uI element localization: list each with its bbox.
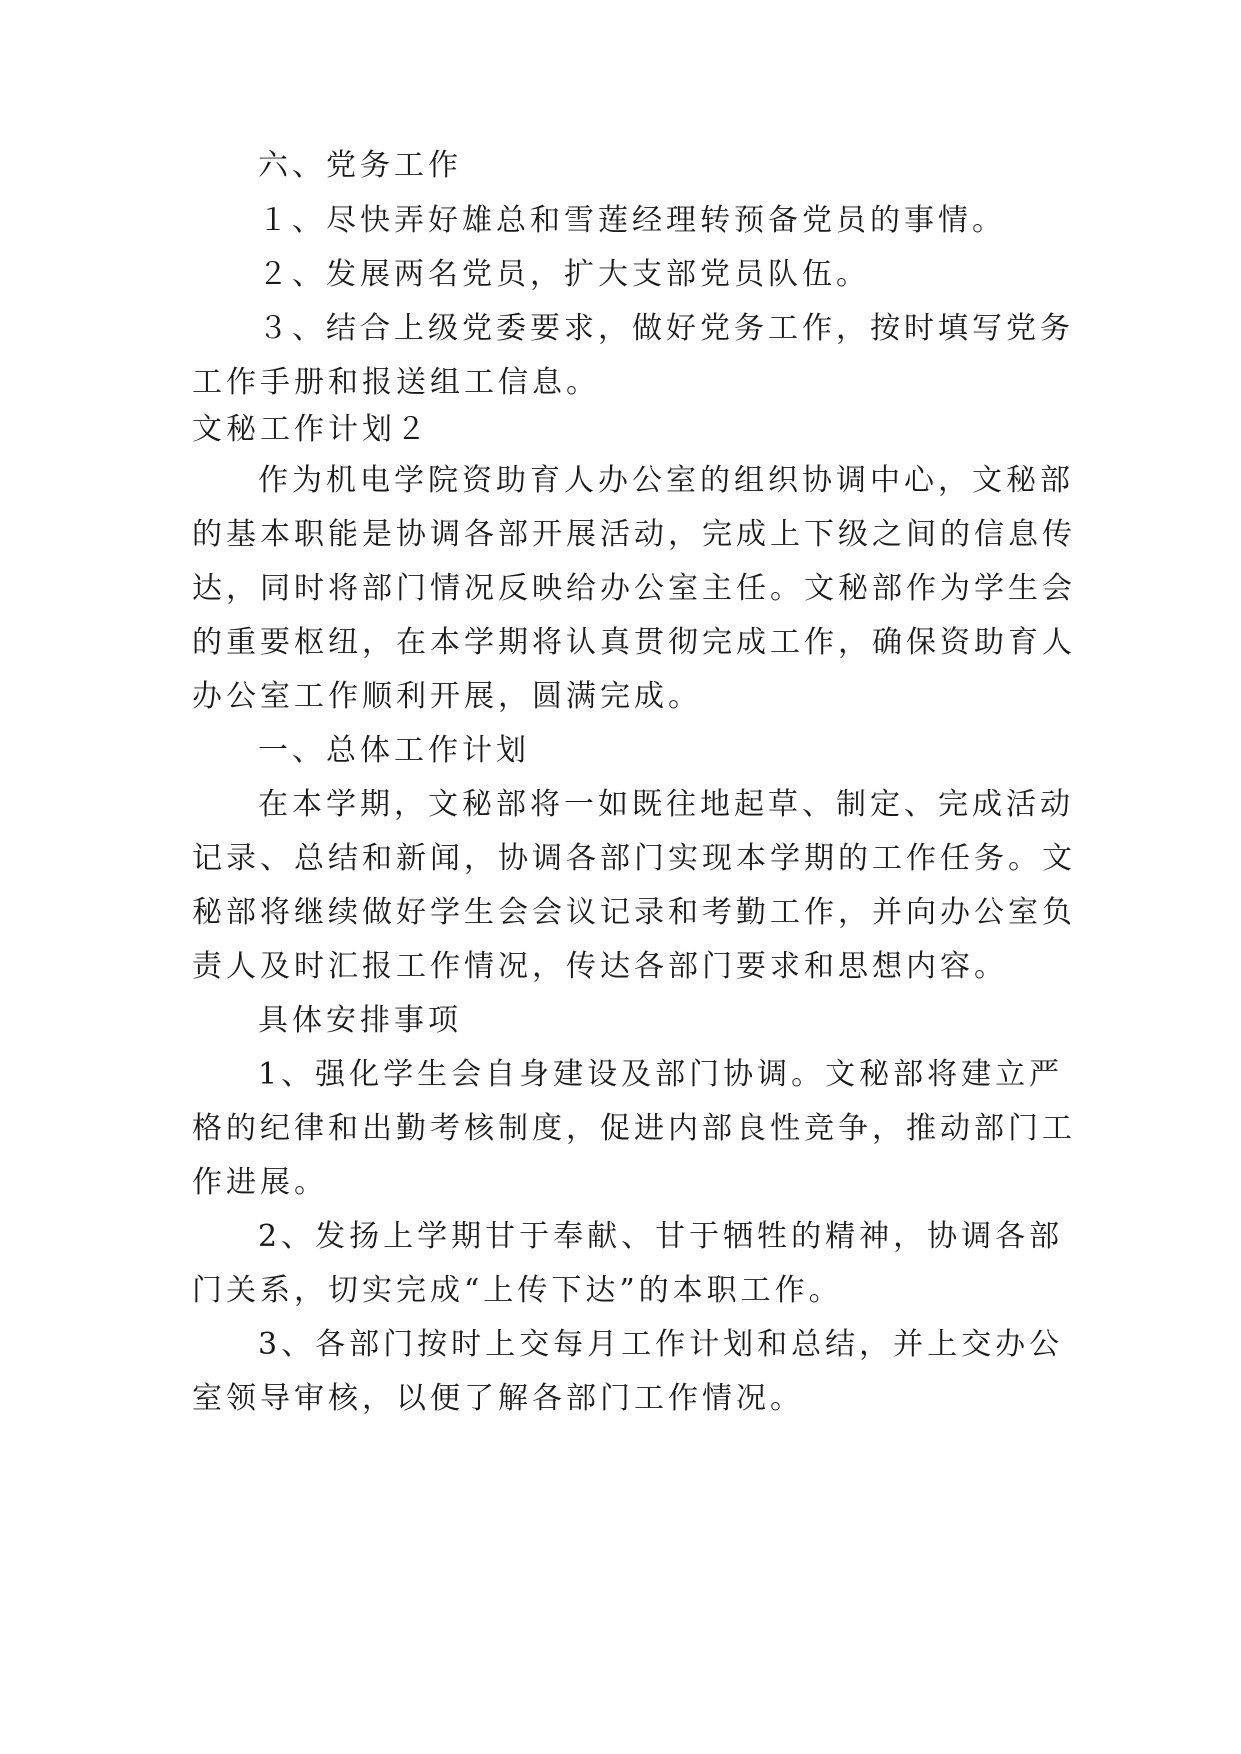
paragraph-line: 办公室工作顺利开展，圆满完成。 bbox=[192, 679, 702, 714]
document-title: 文秘工作计划２ bbox=[192, 412, 430, 447]
paragraph-line: 工作手册和报送组工信息。 bbox=[192, 365, 600, 400]
paragraph-line: １、尽快弄好雄总和雪莲经理转预备党员的事情。 bbox=[258, 203, 1006, 238]
paragraph-line: ３、结合上级党委要求，做好党务工作，按时填写党务 bbox=[258, 311, 1074, 346]
paragraph-line: 1、强化学生会自身建设及部门协调。文秘部将建立严 bbox=[258, 1057, 1064, 1092]
section-heading-arrangements: 具体安排事项 bbox=[258, 1003, 462, 1038]
paragraph-line: 秘部将继续做好学生会会议记录和考勤工作，并向办公室负 bbox=[192, 895, 1076, 930]
paragraph-line: 的重要枢纽，在本学期将认真贯彻完成工作，确保资助育人 bbox=[192, 625, 1076, 660]
paragraph-line: 格的纪律和出勤考核制度，促进内部良性竞争，推动部门工 bbox=[192, 1111, 1076, 1146]
paragraph-line: 3、各部门按时上交每月工作计划和总结，并上交办公 bbox=[258, 1327, 1064, 1362]
section-heading-overall-plan: 一、总体工作计划 bbox=[258, 733, 530, 768]
paragraph-line: 作进展。 bbox=[192, 1165, 328, 1200]
paragraph-line: ２、发展两名党员，扩大支部党员队伍。 bbox=[258, 257, 870, 292]
paragraph-line: 室领导审核，以便了解各部门工作情况。 bbox=[192, 1381, 804, 1416]
paragraph-line: 的基本职能是协调各部开展活动，完成上下级之间的信息传 bbox=[192, 517, 1076, 552]
paragraph-line: 2、发扬上学期甘于奉献、甘于牺牲的精神，协调各部 bbox=[258, 1219, 1064, 1254]
paragraph-line: 记录、总结和新闻，协调各部门实现本学期的工作任务。文 bbox=[192, 841, 1076, 876]
paragraph-line: 达，同时将部门情况反映给办公室主任。文秘部作为学生会 bbox=[192, 571, 1076, 606]
paragraph-line: 门关系，切实完成“上传下达”的本职工作。 bbox=[192, 1273, 843, 1308]
paragraph-line: 在本学期，文秘部将一如既往地起草、制定、完成活动 bbox=[258, 787, 1074, 822]
paragraph-line: 作为机电学院资助育人办公室的组织协调中心，文秘部 bbox=[258, 463, 1074, 498]
section-heading-party-affairs: 六、党务工作 bbox=[258, 148, 462, 183]
paragraph-line: 责人及时汇报工作情况，传达各部门要求和思想内容。 bbox=[192, 949, 1008, 984]
